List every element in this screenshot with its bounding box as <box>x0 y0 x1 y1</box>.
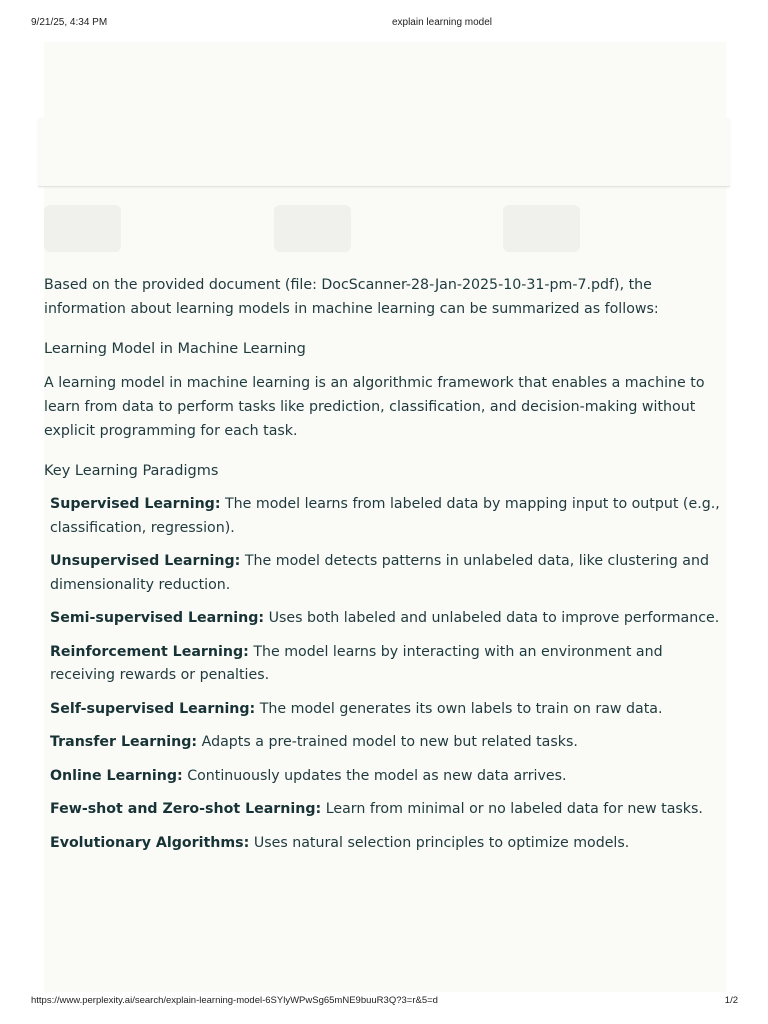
paradigm-list <box>44 493 724 855</box>
paradigm-term: Semi-supervised Learning: <box>50 610 265 626</box>
paradigm-desc: Adapts a pre-trained model to new but related tasks. <box>201 734 578 750</box>
list-item <box>50 731 724 755</box>
answer-content <box>44 273 724 865</box>
paradigm-term: Self-supervised Learning: <box>50 700 256 717</box>
list-item <box>50 832 724 856</box>
list-item <box>50 493 724 540</box>
list-item <box>50 607 724 631</box>
print-header <box>0 17 768 31</box>
list-item <box>50 698 724 722</box>
list-item <box>50 641 724 688</box>
section-heading-learning-model: Learning Model in Machine Learning <box>44 341 306 357</box>
paradigm-term: Unsupervised Learning: <box>50 553 241 569</box>
paradigm-desc: The model learns by interacting with an environment and receiving rewards or penalties. <box>50 643 663 683</box>
paradigm-desc: Continuously updates the model as new data arrives. <box>187 767 567 784</box>
paradigm-term: Transfer Learning: <box>50 734 198 750</box>
paradigm-desc: The model detects patterns in unlabeled data, like clustering and dimensionality reduction. <box>50 553 709 593</box>
source-card-placeholder-1[interactable] <box>44 205 121 252</box>
paradigm-desc: Learn from minimal or no labeled data for new tasks. <box>325 801 703 817</box>
paradigm-desc: Uses natural selection principles to optimize models. <box>253 834 630 851</box>
section-body-learning-model: A learning model in machine learning is an algorithmic framework that enables a machine to learn from data to perform tasks like prediction, classification, and decision-making without explicit programming for each task. <box>44 375 705 439</box>
source-card-placeholder-2[interactable] <box>274 205 351 252</box>
paradigm-term: Few-shot and Zero-shot Learning: <box>50 801 322 817</box>
answer-intro: Based on the provided document (file: DocScanner-28-Jan-2025-10-31-pm-7.pdf), the information about learning models in machine learning can be summarized as follows: <box>44 277 659 317</box>
print-page-number: 1/2 <box>724 995 738 1006</box>
print-url: https://www.perplexity.ai/search/explain-learning-model-6SYlyWPwSg65mNE9buuR3Q?3=r&5=d <box>31 995 438 1006</box>
print-title: explain learning model <box>391 17 493 28</box>
list-item <box>50 550 724 597</box>
source-card-placeholder-3[interactable] <box>503 205 580 252</box>
paradigm-desc: Uses both labeled and unlabeled data to improve performance. <box>268 610 720 626</box>
paradigm-term: Reinforcement Learning: <box>50 643 249 660</box>
print-footer <box>0 995 768 1009</box>
list-item <box>50 765 724 789</box>
top-bar <box>38 118 730 187</box>
paradigm-desc: The model generates its own labels to train on raw data. <box>259 700 663 717</box>
paradigm-term: Evolutionary Algorithms: <box>50 834 250 851</box>
list-item <box>50 798 724 822</box>
paradigm-desc: The model learns from labeled data by mapping input to output (e.g., classification, regression). <box>50 496 720 536</box>
paradigm-term: Online Learning: <box>50 767 183 784</box>
section-heading-paradigms: Key Learning Paradigms <box>44 463 219 479</box>
paradigm-term: Supervised Learning: <box>50 496 221 512</box>
print-date: 9/21/25, 4:34 PM <box>31 17 108 28</box>
